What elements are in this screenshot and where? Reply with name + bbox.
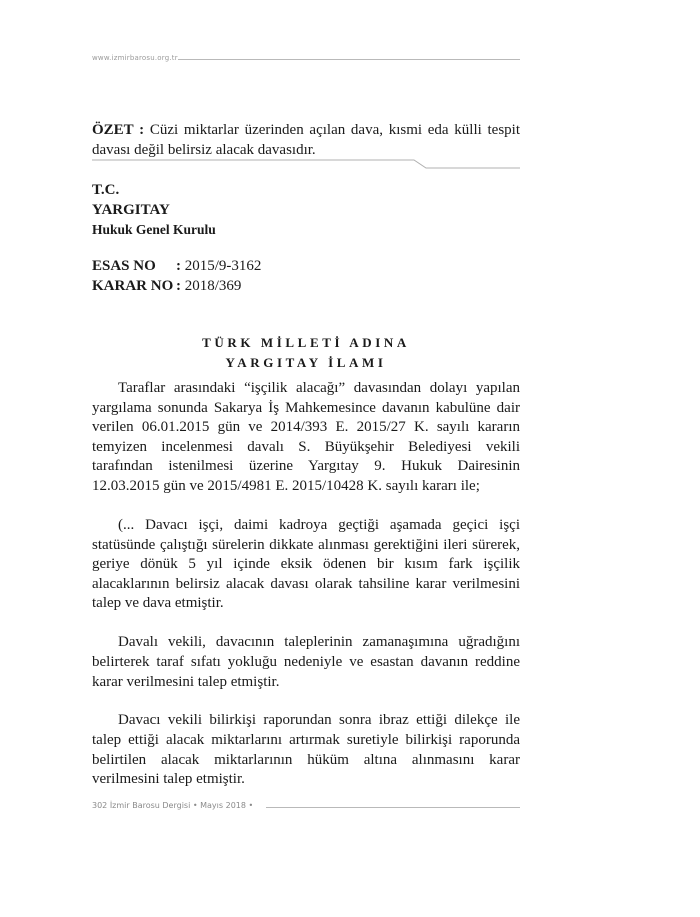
institution-block: [92, 180, 216, 240]
esas-value: 2015/9-3162: [184, 258, 262, 274]
karar-value: 2018/369: [184, 278, 242, 294]
summary-rule: [92, 158, 520, 172]
heading-line-2: YARGITAY İLAMI: [225, 355, 387, 370]
paragraph-1: Taraflar arasındaki “işçilik alacağı” davasından dolayı yapılan yargılama sonunda Sakarya İş Mahkemesince davanın kabulüne dair verilen 06.01.2015 gün ve 2014/393 E. 2015/27 K. sayılı kararın temyizen incelenmesi davalı S. Büyükşehir Belediyesi vekili tarafından istenilmesi üzerine Yargıtay 9. Hukuk Dairesinin 12.03.2015 gün ve 2015/4981 E. 2015/10428 K. sayılı kararı ile;: [92, 380, 520, 494]
institution-tc: T.C.: [92, 182, 120, 198]
karar-row: KARAR NO : 2018/369: [92, 278, 242, 294]
esas-row: ESAS NO : 2015/9-3162: [92, 258, 262, 274]
header-rule: [178, 59, 520, 60]
paragraph-2: (... Davacı işçi, daimi kadroya geçtiği aşamada geçici işçi statüsünde çalıştığı sürelerin dikkate alınması gerektiğini ileri sürerek, geriye dönük 5 yıl içinde eksik ödenen bir kısım fark işçilik alacaklarının belirsiz alacak davası olarak tahsiline karar verilmesini talep ve dava etmiştir.: [92, 516, 520, 612]
footer-rule: [266, 807, 520, 808]
esas-label: ESAS NO: [92, 258, 156, 274]
paragraph-4: Davacı vekili bilirkişi raporundan sonra ibraz ettiği dilekçe ile talep ettiği alacak miktarlarını artırmak suretiyle bilirkişi raporunda belirtilen alacak miktarlarının hüküm altına alınmasını karar verilmesini talep etmiştir.: [92, 712, 520, 788]
karar-label: KARAR NO: [92, 278, 174, 294]
institution-chamber: Hukuk Genel Kurulu: [92, 222, 216, 237]
header-url: www.izmirbarosu.org.tr: [92, 54, 178, 62]
decision-body: [92, 379, 520, 809]
footer-text: 302 İzmir Barosu Dergisi • Mayıs 2018 •: [92, 801, 254, 810]
decision-heading: [92, 333, 520, 373]
summary-label: ÖZET :: [92, 122, 145, 138]
paragraph-3: Davalı vekili, davacının taleplerinin zamanaşımına uğradığını belirterek taraf sıfatı yokluğu nedeniyle ve esastan davanın reddine karar verilmesini talep etmiştir.: [92, 634, 520, 690]
institution-court: YARGITAY: [92, 202, 170, 218]
summary-text: Cüzi miktarlar üzerinden açılan dava, kısmi eda külli tespit davası değil belirsiz alacak davasıdır.: [92, 122, 521, 158]
case-numbers: [92, 256, 261, 296]
summary: [92, 120, 520, 160]
heading-line-1: TÜRK MİLLETİ ADINA: [202, 335, 410, 350]
